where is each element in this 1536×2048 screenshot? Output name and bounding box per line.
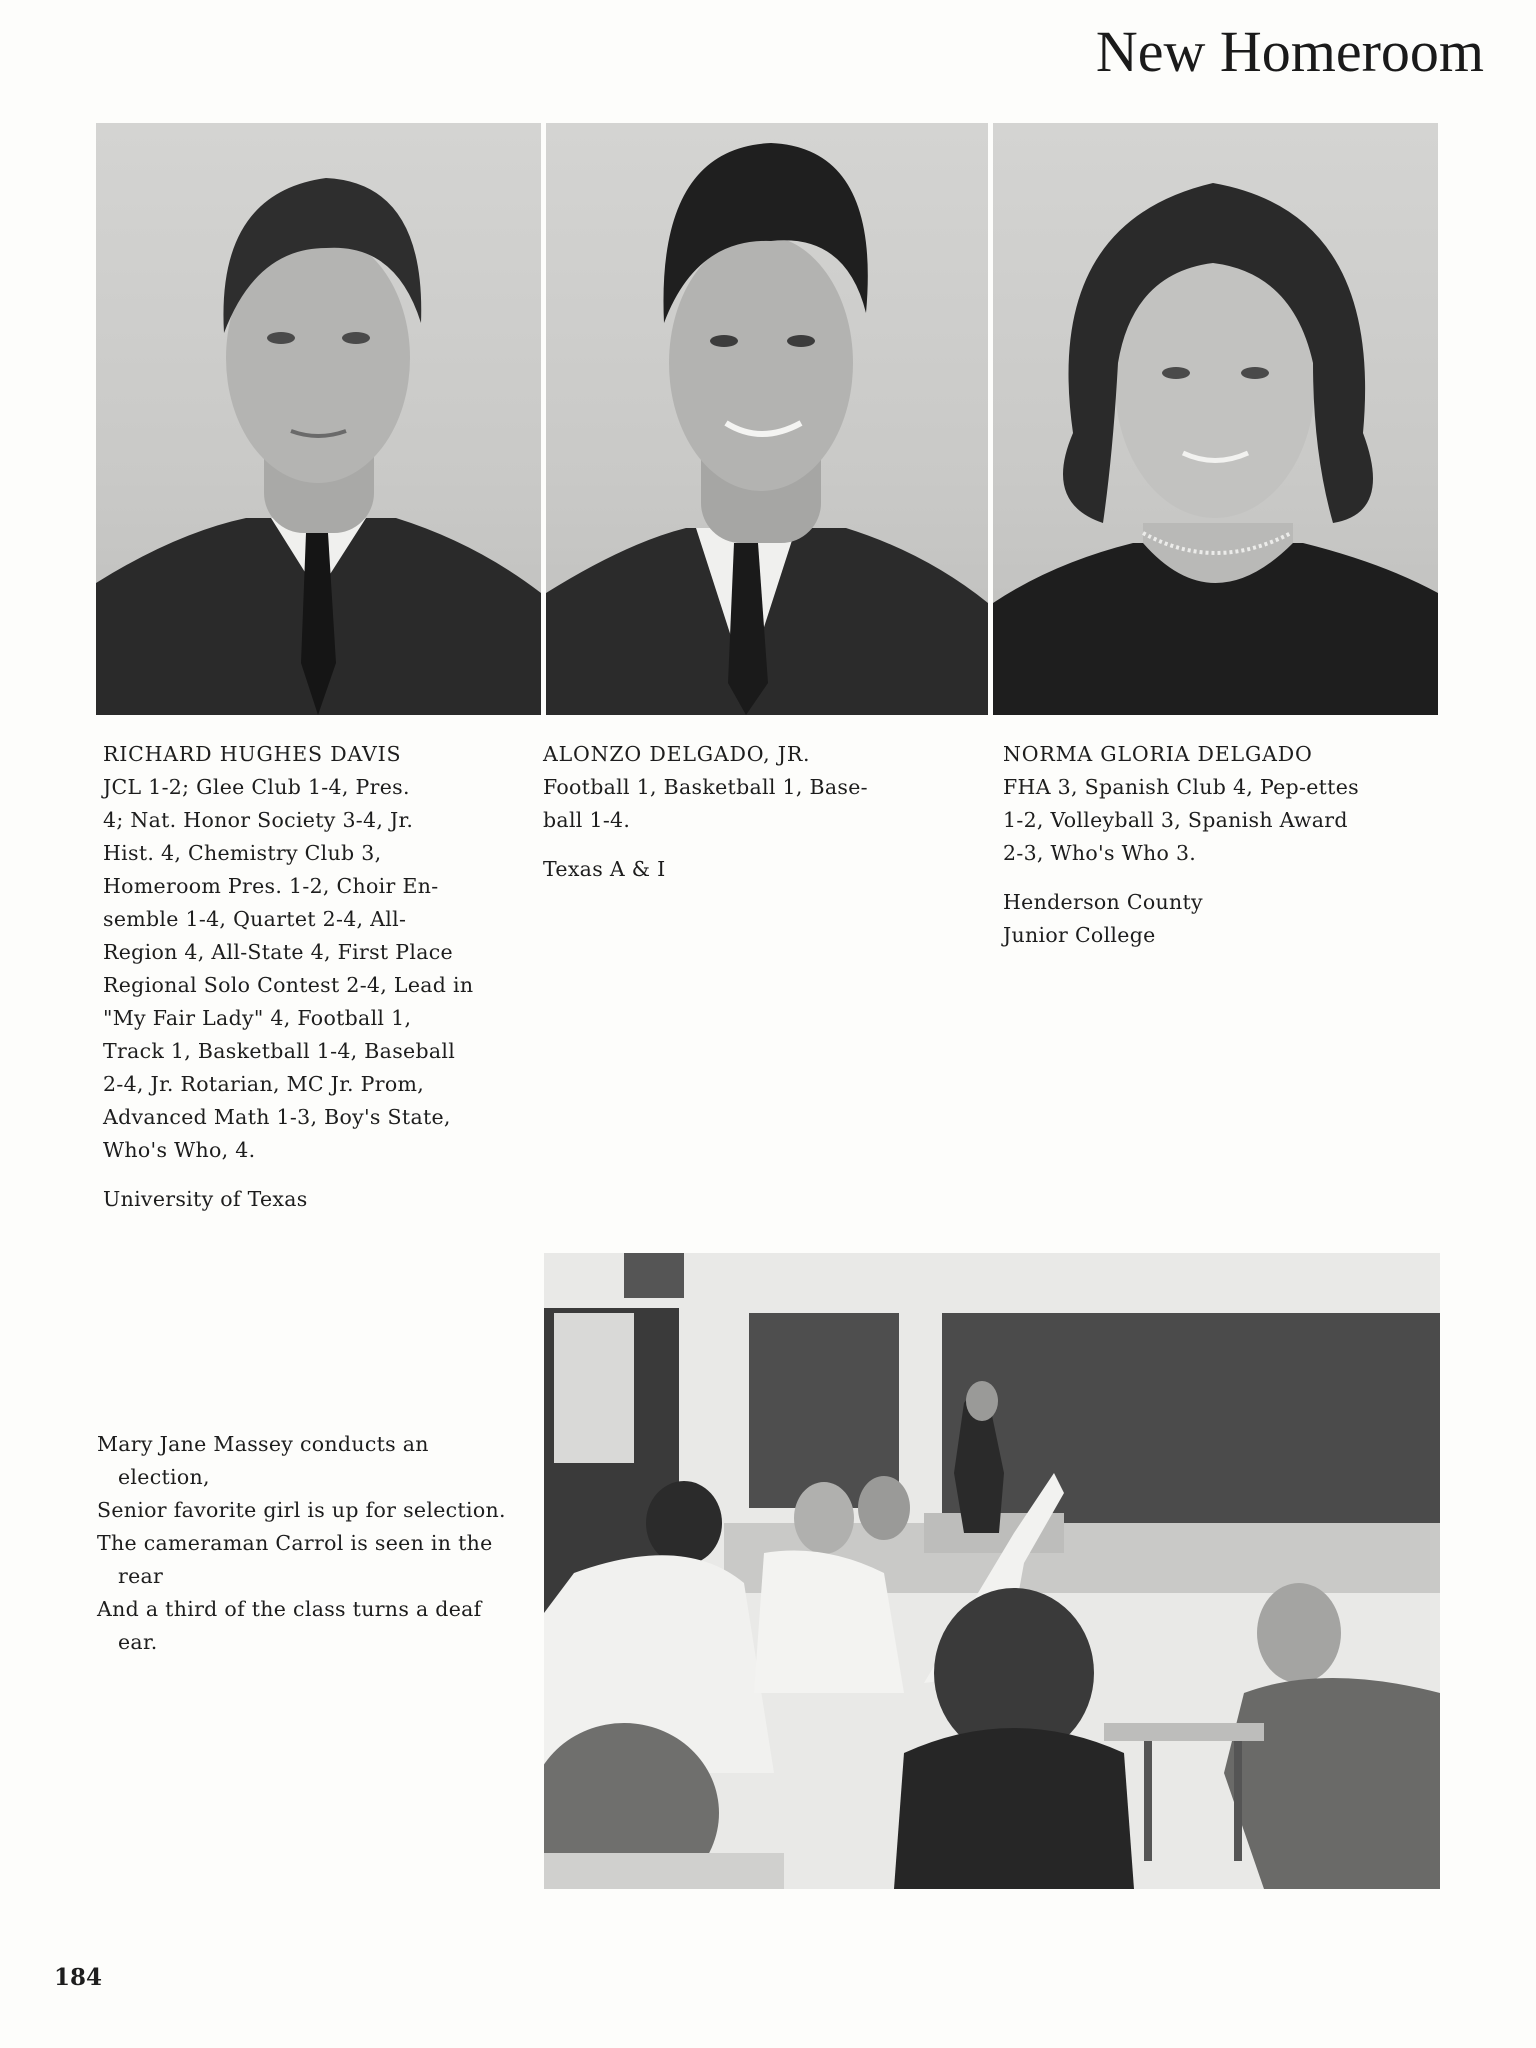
caption-line: And a third of the class turns a deaf ear. xyxy=(97,1597,482,1654)
activity-line: FHA 3, Spanish Club 4, Pep-ettes xyxy=(1003,775,1359,799)
activity-line: "My Fair Lady" 4, Football 1, xyxy=(103,1006,412,1030)
activity-line: 1-2, Volleyball 3, Spanish Award xyxy=(1003,808,1348,832)
destination: University of Texas xyxy=(103,1187,308,1211)
activity-line: 4; Nat. Honor Society 3-4, Jr. xyxy=(103,808,414,832)
classroom-photo xyxy=(544,1253,1440,1889)
destination: Texas A & I xyxy=(543,857,666,881)
caption-line: Mary Jane Massey conducts an election, xyxy=(97,1432,429,1489)
bio-alonzo-delgado xyxy=(543,738,973,886)
caption-line: The cameraman Carrol is seen in the rear xyxy=(97,1531,493,1588)
activity-line: Hist. 4, Chemistry Club 3, xyxy=(103,841,382,865)
page-number: 184 xyxy=(54,1964,103,1991)
portrait-alonzo-delgado xyxy=(546,123,988,715)
activity-line: Who's Who, 4. xyxy=(103,1138,256,1162)
activity-line: Advanced Math 1-3, Boy's State, xyxy=(103,1105,451,1129)
activity-line: Track 1, Basketball 1-4, Baseball xyxy=(103,1039,456,1063)
student-name: ALONZO DELGADO, JR. xyxy=(543,742,811,766)
bio-norma-delgado xyxy=(1003,738,1433,952)
page-title: New Homeroom xyxy=(1095,19,1484,84)
portrait-norma-delgado xyxy=(993,123,1438,715)
activity-line: Football 1, Basketball 1, Base- xyxy=(543,775,868,799)
activity-line: Homeroom Pres. 1-2, Choir En- xyxy=(103,874,439,898)
activity-line: Region 4, All-State 4, First Place xyxy=(103,940,453,964)
destination: Junior College xyxy=(1003,923,1156,947)
activity-line: 2-3, Who's Who 3. xyxy=(1003,841,1197,865)
bio-richard-davis xyxy=(103,738,533,1216)
portrait-richard-davis xyxy=(96,123,541,715)
activity-line: ball 1-4. xyxy=(543,808,631,832)
activity-line: 2-4, Jr. Rotarian, MC Jr. Prom, xyxy=(103,1072,425,1096)
student-name: NORMA GLORIA DELGADO xyxy=(1003,742,1313,766)
caption-line: Senior favorite girl is up for selection. xyxy=(97,1498,506,1522)
activity-line: JCL 1-2; Glee Club 1-4, Pres. xyxy=(103,775,410,799)
photo-caption xyxy=(97,1428,517,1659)
activity-line: semble 1-4, Quartet 2-4, All- xyxy=(103,907,407,931)
destination: Henderson County xyxy=(1003,890,1203,914)
student-name: RICHARD HUGHES DAVIS xyxy=(103,742,402,766)
activity-line: Regional Solo Contest 2-4, Lead in xyxy=(103,973,474,997)
